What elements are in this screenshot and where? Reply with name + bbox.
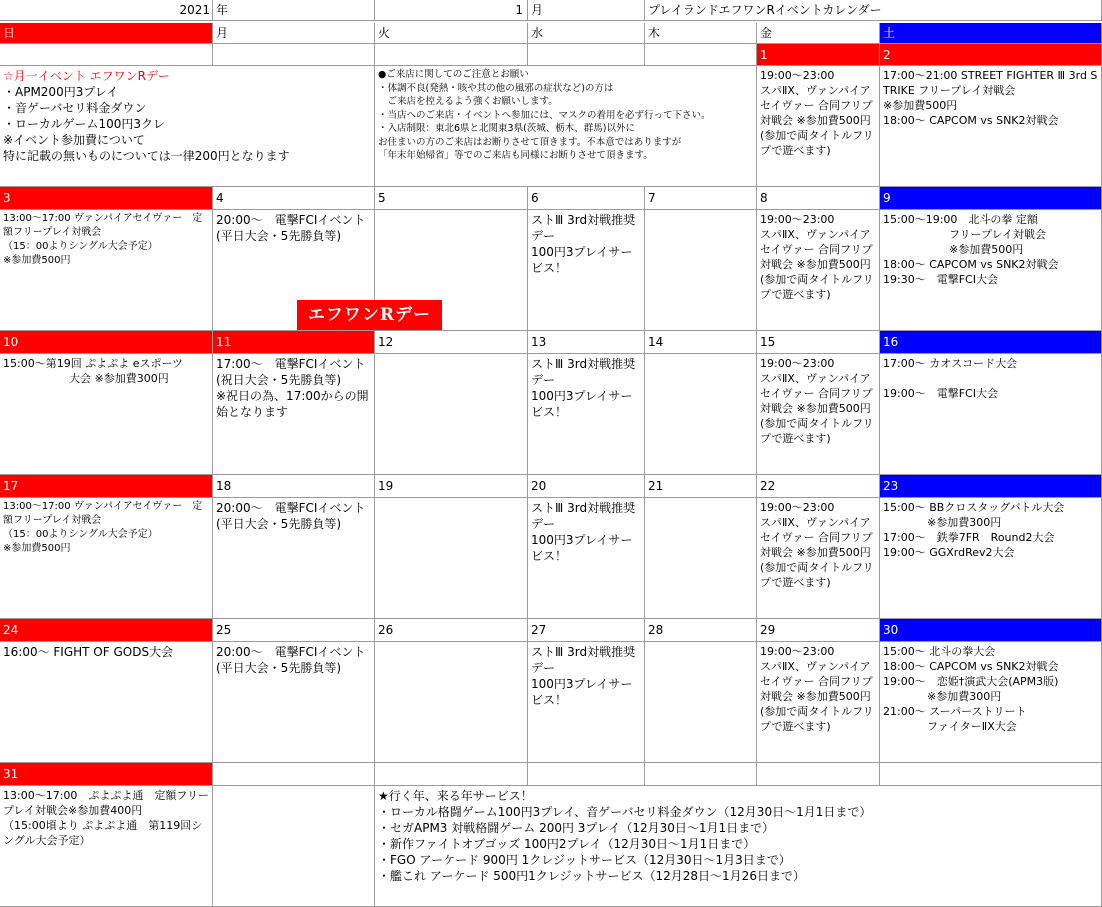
event-day-19[interactable] <box>375 498 528 619</box>
date-28[interactable]: 28 <box>645 619 757 642</box>
date-7[interactable]: 7 <box>645 187 757 210</box>
event-day-20[interactable]: ストⅢ 3rd対戦推奨デー 100円3プレイサービス！ <box>528 498 645 619</box>
event-day-25[interactable]: 20:00～ 電撃FCIイベント(平日大会・5先勝負等) <box>213 642 375 763</box>
date-21[interactable]: 21 <box>645 475 757 498</box>
event-day-24[interactable]: 16:00～ FIGHT OF GODS大会 <box>0 642 213 763</box>
event-day-31[interactable]: 13:00～17:00 ぷよぷよ通 定額フリープレイ対戦会※参加費400円 （15:00頃より ぷよぷよ通 第119回シングル大会予定） <box>0 786 213 907</box>
empty-cell[interactable] <box>375 44 528 66</box>
monthly-event-title: ☆月一イベント エフワンRデー <box>3 69 170 83</box>
weekday-wed[interactable]: 水 <box>528 23 645 44</box>
date-18[interactable]: 18 <box>213 475 375 498</box>
event-day-2[interactable]: 17:00～21:00 STREET FIGHTER Ⅲ 3rd STRIKE フリープレイ対戦会 ※参加費500円 18:00～ CAPCOM vs SNK2対戦会 <box>880 66 1102 187</box>
year-label-cell[interactable] <box>213 0 375 21</box>
event-day-28[interactable] <box>645 642 757 763</box>
monthly-event-details: ・APM200円3プレイ ・音ゲーバセリ料金ダウン ・ローカルゲーム100円3クレ ※イベント参加費について 特に記載の無いものについては一律200円となります <box>3 85 290 163</box>
date-22[interactable]: 22 <box>757 475 880 498</box>
date-15[interactable]: 15 <box>757 331 880 354</box>
empty-cell[interactable] <box>213 44 375 66</box>
event-day-4[interactable]: 20:00～ 電撃FCIイベント(平日大会・5先勝負等) <box>213 210 375 331</box>
month-cell[interactable] <box>375 0 528 21</box>
date-19[interactable]: 19 <box>375 475 528 498</box>
date-17[interactable]: 17 <box>0 475 213 498</box>
weekday-sun[interactable]: 日 <box>0 23 213 44</box>
date-2[interactable]: 2 <box>880 44 1102 66</box>
date-31[interactable]: 31 <box>0 763 213 786</box>
date-12[interactable]: 12 <box>375 331 528 354</box>
event-day-21[interactable] <box>645 498 757 619</box>
event-day-14[interactable] <box>645 354 757 475</box>
date-24[interactable]: 24 <box>0 619 213 642</box>
date-20[interactable]: 20 <box>528 475 645 498</box>
weekday-mon[interactable]: 月 <box>213 23 375 44</box>
date-8[interactable]: 8 <box>757 187 880 210</box>
date-1[interactable]: 1 <box>757 44 880 66</box>
monthly-event-note[interactable] <box>0 66 375 187</box>
event-day-10[interactable]: 15:00～第19回 ぷよぷよ eスポーツ 大会 ※参加費300円 <box>0 354 213 475</box>
empty-cell[interactable] <box>213 786 375 907</box>
event-day-3[interactable]: 13:00～17:00 ヴァンパイアセイヴァー 定額フリープレイ対戦会 （15：00よりシングル大会予定） ※参加費500円 <box>0 210 213 331</box>
rday-badge: エフワンRデー <box>297 300 442 330</box>
weekday-thu[interactable]: 木 <box>645 23 757 44</box>
event-day-26[interactable] <box>375 642 528 763</box>
date-13[interactable]: 13 <box>528 331 645 354</box>
notice-note[interactable]: ●ご来店に関してのご注意とお願い ・体調不良(発熱・咳や其の他の風邪の症状など)の方は ご来店を控えるよう強くお願いします。 ・当店へのご来店・イベントへ参加には、マスクの着用を必ず行って下さい。 ・入店制限：東北6県と北関東3県(茨城、栃木、群馬)以外に お住まいの方のご来店はお断りさせて頂きます。不本意ではありますが 「年末年始帰省」等でのご来店も同様にお断りさせて頂きます。 <box>375 66 757 187</box>
empty-cell[interactable] <box>880 763 1102 786</box>
date-11[interactable]: 11 <box>213 331 375 354</box>
event-day-23[interactable]: 15:00～ BBクロスタッグバトル大会 ※参加費300円 17:00～ 鉄拳7FR Round2大会 19:00～ GGXrdRev2大会 <box>880 498 1102 619</box>
empty-cell[interactable] <box>645 44 757 66</box>
empty-cell[interactable] <box>0 44 213 66</box>
empty-cell[interactable] <box>213 763 375 786</box>
date-14[interactable]: 14 <box>645 331 757 354</box>
date-30[interactable]: 30 <box>880 619 1102 642</box>
year-end-sale-note[interactable]: ★行く年、来る年サービス！ ・ローカル格闘ゲーム100円3プレイ、音ゲーバセリ料金ダウン（12月30日～1月1日まで） ・セガAPM3 対戦格闘ゲーム 200円 3プレイ（12月30日～1月1日まで） ・新作ファイトオブゴッズ 100円2プレイ（12月30日～1月1日まで） ・FGO アーケード 900円 1クレジットサービス（12月30日～1月3日まで） ・艦これ アーケード 500円1クレジットサービス（12月28日～1月26日まで） <box>375 786 1102 907</box>
event-day-30[interactable]: 15:00～ 北斗の拳大会 18:00～ CAPCOM vs SNK2対戦会 19:00～ 恋姫†演武大会(APM3版) ※参加費300円 21:00～ スーパーストリート ファイターⅡX大会 <box>880 642 1102 763</box>
empty-cell[interactable] <box>375 763 528 786</box>
date-3[interactable]: 3 <box>0 187 213 210</box>
event-day-15[interactable]: 19:00～23:00 スパⅡX、ヴァンパイアセイヴァー 合同フリプ対戦会 ※参加費500円 (参加で両タイトルフリプで遊べます) <box>757 354 880 475</box>
date-6[interactable]: 6 <box>528 187 645 210</box>
event-day-8[interactable]: 19:00～23:00 スパⅡX、ヴァンパイアセイヴァー 合同フリプ対戦会 ※参加費500円 (参加で両タイトルフリプで遊べます) <box>757 210 880 331</box>
date-16[interactable]: 16 <box>880 331 1102 354</box>
year-label: 年 <box>216 3 229 17</box>
event-day-9[interactable]: 15:00～19:00 北斗の拳 定額 フリープレイ対戦会 ※参加費500円 18:00～ CAPCOM vs SNK2対戦会 19:30～ 電撃FCI大会 <box>880 210 1102 331</box>
event-day-18[interactable]: 20:00～ 電撃FCIイベント(平日大会・5先勝負等) <box>213 498 375 619</box>
date-25[interactable]: 25 <box>213 619 375 642</box>
event-day-6[interactable]: ストⅢ 3rd対戦推奨デー 100円3プレイサービス！ <box>528 210 645 331</box>
empty-cell[interactable] <box>757 763 880 786</box>
year-value: 2021 <box>179 3 210 17</box>
event-day-17[interactable]: 13:00～17:00 ヴァンパイアセイヴァー 定額フリープレイ対戦会 （15：00よりシングル大会予定） ※参加費500円 <box>0 498 213 619</box>
month-label: 月 <box>531 3 544 17</box>
date-26[interactable]: 26 <box>375 619 528 642</box>
month-value: 1 <box>515 3 523 17</box>
event-day-12[interactable] <box>375 354 528 475</box>
weekday-fri[interactable]: 金 <box>757 23 880 44</box>
date-5[interactable]: 5 <box>375 187 528 210</box>
empty-cell[interactable] <box>528 44 645 66</box>
year-cell[interactable] <box>0 0 213 21</box>
weekday-sat[interactable]: 土 <box>880 23 1102 44</box>
date-23[interactable]: 23 <box>880 475 1102 498</box>
weekday-tue[interactable]: 火 <box>375 23 528 44</box>
event-day-13[interactable]: ストⅢ 3rd対戦推奨デー 100円3プレイサービス！ <box>528 354 645 475</box>
calendar-title-cell[interactable] <box>645 0 1102 21</box>
date-9[interactable]: 9 <box>880 187 1102 210</box>
calendar-title: プレイランドエフワンRイベントカレンダー <box>648 3 882 17</box>
date-29[interactable]: 29 <box>757 619 880 642</box>
event-day-11[interactable]: 17:00～ 電撃FCIイベント(祝日大会・5先勝負等) ※祝日の為、17:00からの開始となります <box>213 354 375 475</box>
month-label-cell[interactable] <box>528 0 645 21</box>
empty-cell[interactable] <box>528 763 645 786</box>
event-day-27[interactable]: ストⅢ 3rd対戦推奨デー 100円3プレイサービス！ <box>528 642 645 763</box>
event-day-22[interactable]: 19:00～23:00 スパⅡX、ヴァンパイアセイヴァー 合同フリプ対戦会 ※参加費500円 (参加で両タイトルフリプで遊べます) <box>757 498 880 619</box>
event-day-1[interactable]: 19:00～23:00 スパⅡX、ヴァンパイアセイヴァー 合同フリプ対戦会 ※参加費500円 (参加で両タイトルフリプで遊べます) <box>757 66 880 187</box>
event-day-16[interactable]: 17:00～ カオスコード大会 19:00～ 電撃FCI大会 <box>880 354 1102 475</box>
date-4[interactable]: 4 <box>213 187 375 210</box>
date-27[interactable]: 27 <box>528 619 645 642</box>
date-10[interactable]: 10 <box>0 331 213 354</box>
event-day-7[interactable] <box>645 210 757 331</box>
empty-cell[interactable] <box>645 763 757 786</box>
event-day-29[interactable]: 19:00～23:00 スパⅡX、ヴァンパイアセイヴァー 合同フリプ対戦会 ※参加費500円 (参加で両タイトルフリプで遊べます) <box>757 642 880 763</box>
